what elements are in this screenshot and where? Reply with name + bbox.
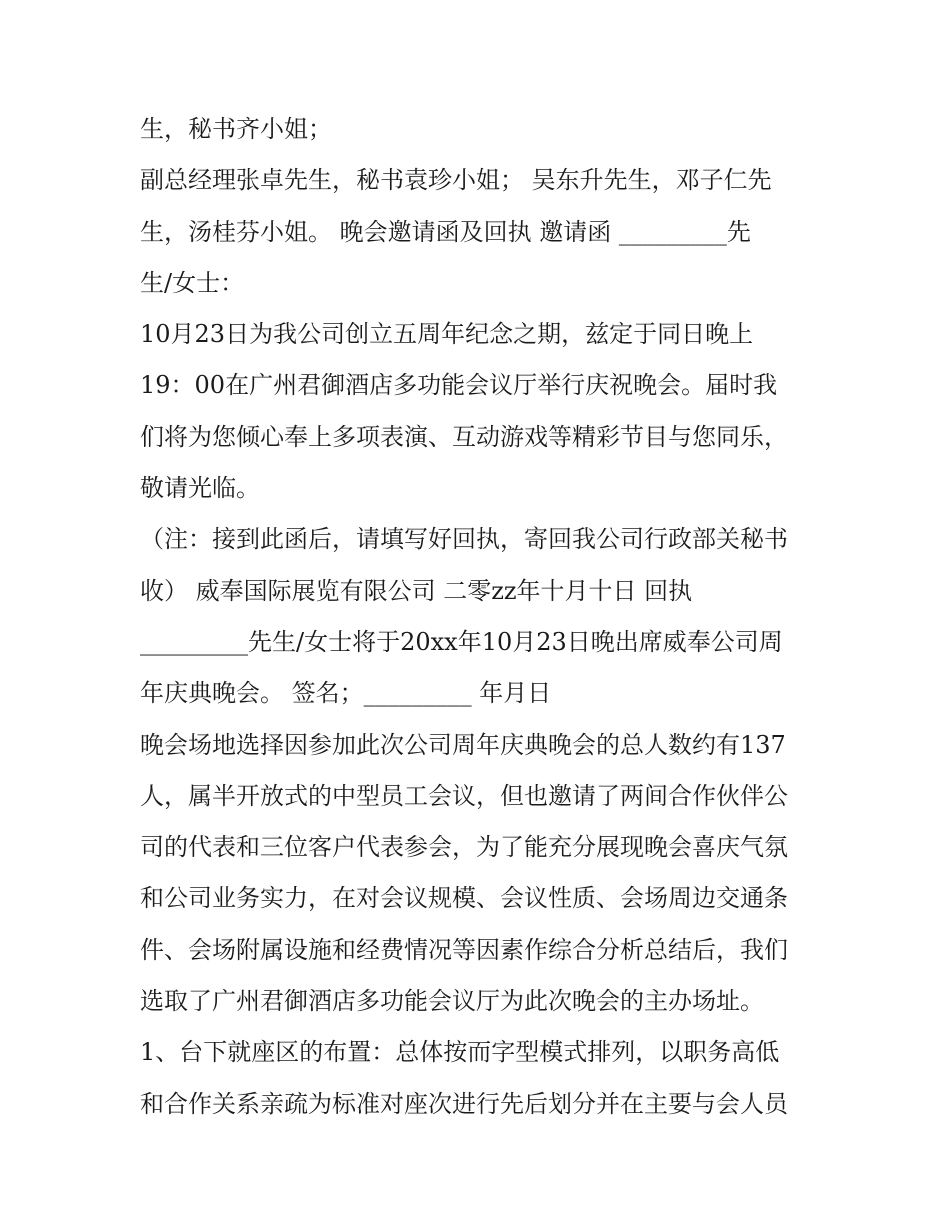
text-line: 收） 威奉国际展览有限公司 二零zz年十月十日 回执 (140, 576, 693, 605)
text-line: 1、台下就座区的布置：总体按而字型模式排列，以职务高低 (140, 1038, 780, 1067)
text-line: （注：接到此函后，请填写好回执，寄回我公司行政部关秘书 (140, 525, 788, 554)
text-line: 19：00在广州君御酒店多功能会议厅举行庆祝晚会。届时我 (140, 371, 778, 400)
text-line: 生，秘书齐小姐； (140, 115, 332, 143)
text-line: 司的代表和三位客户代表参会，为了能充分展现晚会喜庆气氛 (140, 833, 788, 862)
text-line: 生，汤桂芬小姐。 晚会邀请函及回执 邀请函 _________先 (140, 217, 751, 246)
text-line: 生/女士： (140, 268, 245, 297)
text-line: 敬请光临。 (140, 474, 260, 503)
text-line: 人，属半开放式的中型员工会议，但也邀请了两间合作伙伴公 (140, 781, 788, 810)
text-line: 10月23日为我公司创立五周年纪念之期，兹定于同日晚上 (140, 320, 754, 349)
text-line: 们将为您倾心奉上多项表演、互动游戏等精彩节目与您同乐， (140, 422, 788, 451)
text-line: 年庆典晚会。 签名；_________ 年月日 (140, 679, 552, 708)
text-line: 副总经理张卓先生，秘书袁珍小姐； 吴东升先生，邓子仁先 (140, 166, 772, 195)
text-line: 和公司业务实力，在对会议规模、会议性质、会场周边交通条 (140, 884, 788, 913)
text-line: _________先生/女士将于20xx年10月23日晚出席威奉公司周 (140, 627, 783, 656)
text-line: 和合作关系亲疏为标准对座次进行先后划分并在主要与会人员 (140, 1089, 788, 1118)
document-body (140, 108, 830, 1134)
text-line: 晚会场地选择因参加此次公司周年庆典晚会的总人数约有137 (140, 730, 786, 759)
text-line: 件、会场附属设施和经费情况等因素作综合分析总结后，我们 (140, 935, 788, 964)
text-line: 选取了广州君御酒店多功能会议厅为此次晚会的主办场址。 (140, 987, 764, 1016)
